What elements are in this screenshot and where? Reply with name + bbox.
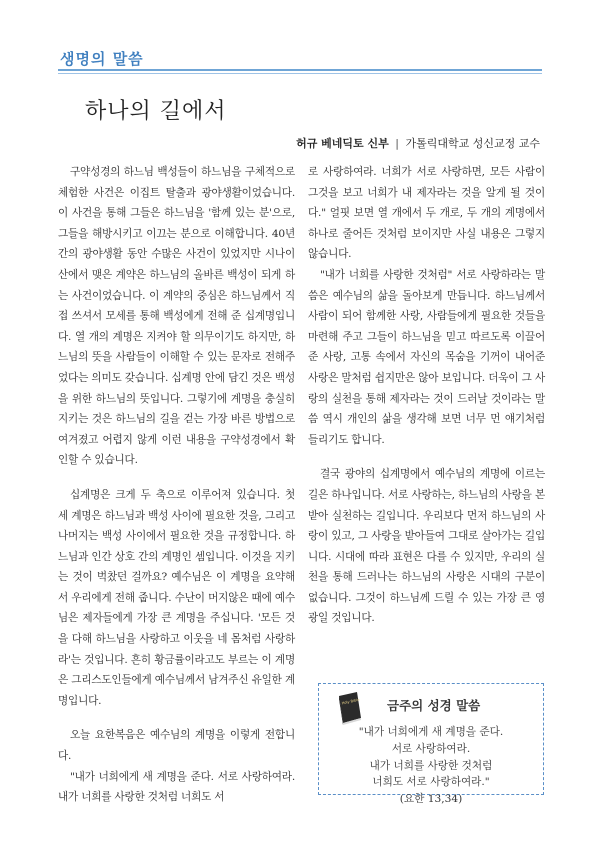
paragraph: 십계명은 크게 두 축으로 이루어져 있습니다. 첫 세 계명은 하느님과 백성 사이에 필요한 것을, 그리고 나머지는 백성 사이에서 필요한 것을 규정합니다. 하느님과 인간 상호 간의 계명인 셈입니다. 이것을 지키는 것이 벅찼던 걸까요? 예수님은 이 계명을 요약해서 우리에게 전해 줍니다. 수난이 머지않은 때에 예수님은 제자들에게 가장 큰 계명을 주십니다. '모든 것을 다해 하느님을 사랑하고 이웃을 네 몸처럼 사랑하라'는 것입니다. 흔히 황금률이라고도 부르는 이 계명은 그리스도인들에게 예수님께서 남겨주신 유일한 계명입니다. bbox=[58, 488, 295, 707]
weekly-verse-box bbox=[318, 683, 544, 806]
paragraph: 구약성경의 하느님 백성들이 하느님을 구체적으로 체험한 사건은 이집트 탈출과 광야생활이었습니다. 이 사건을 통해 그들은 하느님을 '함께 있는 분'으로, 그들을 해방시키고 이끄는 분으로 이해합니다. 40년간의 광야생활 동안 수많은 사건이 있었지만 시나이산에서 맺은 계약은 하느님의 올바른 백성이 되게 하는 사건이었습니다. 이 계약의 중심은 하느님께서 직접 쓰셔서 모세를 통해 백성에게 전해 준 십계명입니다. 열 개의 계명은 지켜야 할 의무이기도 하지만, 하느님의 뜻을 사람들이 이해할 수 있는 문자로 전해주었다는 의미도 갖습니다. 십계명 안에 담긴 것은 백성을 위한 하느님의 뜻입니다. 그렇기에 계명을 충실히 지키는 것은 하느님의 길을 걷는 가장 바른 방법으로 여겨졌고 어렵지 않게 이런 내용을 구약성경에서 확인할 수 있습니다. bbox=[58, 166, 295, 467]
left-column bbox=[58, 162, 295, 808]
paragraph: 결국 광야의 십계명에서 예수님의 계명에 이르는 길은 하나입니다. 서로 사랑하는, 하느님의 사랑을 본받아 실천하는 길입니다. 우리보다 먼저 하느님의 사랑이 있고, 그 사랑을 받아들여 그대로 살아가는 길입니다. 시대에 따라 표현은 다를 수 있지만, 우리의 실천을 통해 드러나는 하느님의 사랑은 시대의 구분이 없습니다. 그것이 하느님께 드릴 수 있는 가장 큰 영광일 것입니다. bbox=[308, 468, 545, 625]
section-rule bbox=[58, 69, 542, 71]
verse-text bbox=[319, 724, 543, 808]
author-affiliation: 가톨릭대학교 성신교정 교수 bbox=[405, 137, 540, 150]
section-label: 생명의 말씀 bbox=[60, 50, 144, 68]
bible-icon-label: Holy Bible bbox=[341, 697, 360, 706]
section-rule-thin bbox=[58, 73, 542, 74]
right-column bbox=[308, 162, 545, 629]
article-title: 하나의 길에서 bbox=[85, 99, 227, 124]
verse-title: 금주의 성경 말씀 bbox=[387, 698, 481, 713]
author-line bbox=[296, 135, 540, 151]
paragraph: 로 사랑하여라. 너희가 서로 사랑하면, 모든 사람이 그것을 보고 너희가 내 제자라는 것을 알게 될 것이다." 얼핏 보면 열 개에서 두 개로, 두 개의 계명에서 하나로 줄어든 것처럼 보이지만 사실 내용은 그렇지 않습니다. bbox=[308, 166, 545, 261]
author-separator: | bbox=[395, 137, 399, 150]
verse-line: 내가 너희를 사랑한 것처럼 bbox=[369, 759, 493, 772]
paragraph: 오늘 요한복음은 예수님의 계명을 이렇게 전합니다. bbox=[58, 729, 295, 763]
verse-line: "내가 너희에게 새 계명을 준다. bbox=[358, 726, 504, 738]
bible-icon bbox=[333, 690, 365, 726]
paragraph: "내가 너희를 사랑한 것처럼" 서로 사랑하라는 말씀은 예수님의 삶을 돌아보게 만듭니다. 하느님께서 사람이 되어 함께한 사랑, 사람들에게 필요한 것들을 마련해 주고 그들이 하느님을 믿고 따르도록 이끌어 준 사랑, 고통 속에서 자신의 목숨을 기꺼이 내어준 사랑은 말처럼 쉽지만은 않아 보입니다. 더욱이 그 사랑의 실천을 통해 제자라는 것이 드러날 것이라는 말씀 역시 개인의 삶을 생각해 보면 너무 먼 얘기처럼 들리기도 합니다. bbox=[308, 268, 545, 446]
paragraph: "내가 너희에게 새 계명을 준다. 서로 사랑하여라. 내가 너희를 사랑한 것처럼 너희도 서 bbox=[58, 770, 295, 804]
verse-line: 너희도 서로 사랑하여라." bbox=[372, 776, 490, 789]
verse-reference: (요한 13,34) bbox=[399, 793, 463, 806]
verse-line: 서로 사랑하여라. bbox=[391, 742, 471, 755]
author-name: 허규 베네딕토 신부 bbox=[296, 137, 389, 150]
